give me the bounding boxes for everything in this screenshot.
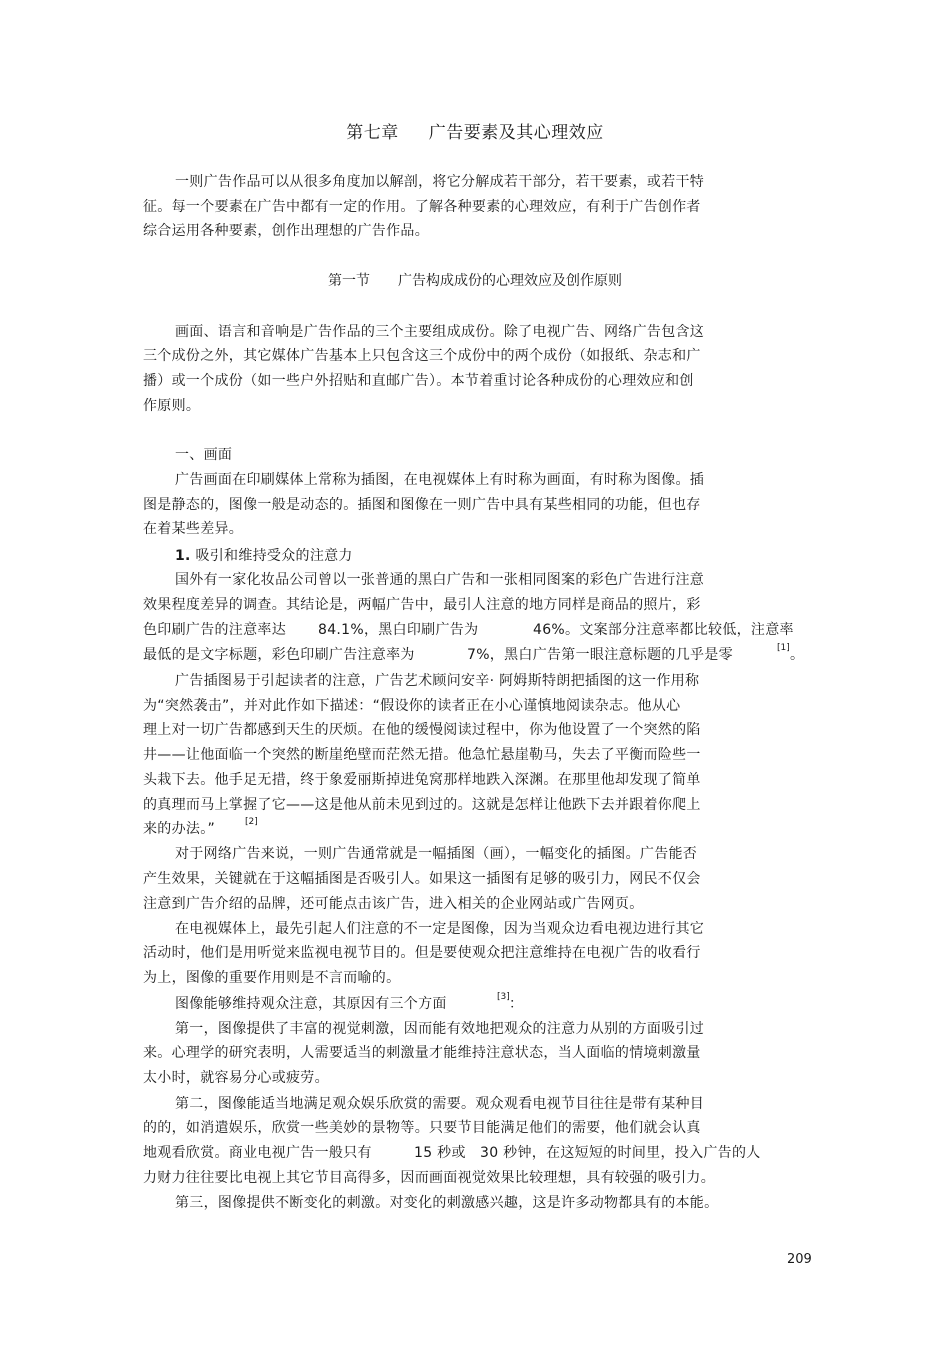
paragraph-line: 太小时，就容易分心或疲劳。 — [143, 1070, 329, 1086]
paragraph-line: 活动时，他们是用听觉来监视电视节目的。但是要使观众把注意维持在电视广告的收看行 — [143, 945, 701, 961]
heading-huamian: 一、画面 — [175, 447, 233, 463]
paragraph-line: 三个成份之外，其它媒体广告基本上只包含这三个成份中的两个成份（如报纸、杂志和广 — [143, 348, 701, 364]
subheading-number: 1. — [175, 548, 191, 564]
paragraph-line: 对于网络广告来说，一则广告通常就是一幅插图（画），一幅变化的插图。广告能否 — [175, 846, 698, 862]
text-segment: 地观看欣赏。商业电视广告一般只有 — [143, 1145, 372, 1161]
text-segment: 15 秒或 — [414, 1145, 466, 1161]
text-segment: 最低的是文字标题，彩色印刷广告注意率为 — [143, 647, 415, 663]
citation-ref: [2] — [245, 817, 258, 827]
paragraph-line: 来。心理学的研究表明，人需要适当的刺激量才能维持注意状态，当人面临的情境刺激量 — [143, 1045, 701, 1061]
paragraph-line: 第三，图像提供不断变化的刺激。对变化的刺激感兴趣，这是许多动物都具有的本能。 — [175, 1195, 719, 1211]
paragraph-line: 注意到广告介绍的品牌，还可能点击该广告，进入相关的企业网站或广告网页。 — [143, 896, 644, 912]
paragraph-line: 一则广告作品可以从很多角度加以解剖，将它分解成若干部分，若干要素，或若干特 — [175, 174, 705, 190]
text-segment: 46%。文案部分注意率都比较低，注意率 — [533, 622, 794, 638]
paragraph-line: 播）或一个成份（如一些户外招贴和直邮广告）。本节着重讨论各种成份的心理效应和创 — [143, 373, 694, 389]
paragraph-line: 的真理而马上掌握了它——这是他从前未见到过的。这就是怎样让他跌下去并跟着你爬上 — [143, 797, 701, 813]
paragraph-line: 图像能够维持观众注意，其原因有三个方面 — [175, 996, 447, 1012]
subheading — [175, 546, 353, 566]
paragraph-line: 力财力往往要比电视上其它节目高得多，因而画面视觉效果比较理想，具有较强的吸引力。 — [143, 1170, 715, 1186]
paragraph-line: 广告插图易于引起读者的注意，广告艺术顾问安辛· 阿姆斯特朗把插图的这一作用称 — [175, 673, 700, 689]
chapter-title — [0, 118, 950, 143]
paragraph-line: 为上，图像的重要作用则是不言而喻的。 — [143, 970, 401, 986]
paragraph-line: 作原则。 — [143, 398, 201, 414]
section-number: 第一节 — [328, 273, 370, 289]
paragraph-line: 第二，图像能适当地满足观众娱乐欣赏的需要。观众观看电视节目往往是带有某种目 — [175, 1096, 705, 1112]
text-segment: 84.1%，黑白印刷广告为 — [318, 622, 479, 638]
paragraph-line: 第一，图像提供了丰富的视觉刺激，因而能有效地把观众的注意力从别的方面吸引过 — [175, 1021, 705, 1037]
paragraph-line: 理上对一切广告都感到天生的厌烦。在他的缓慢阅读过程中，你为他设置了一个突然的陷 — [143, 722, 701, 738]
paragraph-line: 效果程度差异的调查。其结论是，两幅广告中，最引人注意的地方同样是商品的照片，彩 — [143, 597, 701, 613]
text-segment: 色印刷广告的注意率达 — [143, 622, 286, 638]
section-name: 广告构成成份的心理效应及创作原则 — [398, 273, 622, 289]
paragraph-line: 画面、语言和音响是广告作品的三个主要组成成份。除了电视广告、网络广告包含这 — [175, 324, 705, 340]
paragraph-line: 为“突然袭击”，并对此作如下描述：“假设你的读者正在小心谨慎地阅读杂志。他从心 — [143, 698, 681, 714]
citation-ref: [1] — [777, 643, 790, 653]
paragraph-line: 在电视媒体上，最先引起人们注意的不一定是图像，因为当观众边看电视边进行其它 — [175, 921, 705, 937]
page-number: 209 — [787, 1252, 812, 1267]
section-title — [0, 270, 950, 290]
chapter-number: 第七章 — [346, 123, 399, 143]
paragraph-line: 在着某些差异。 — [143, 521, 244, 537]
paragraph-line: 国外有一家化妆品公司曾以一张普通的黑白广告和一张相同图案的彩色广告进行注意 — [175, 572, 705, 588]
text-segment: 7%，黑白广告第一眼注意标题的几乎是零 — [467, 647, 733, 663]
paragraph-line: 产生效果，关键就在于这幅插图是否吸引人。如果这一插图有足够的吸引力，网民不仅会 — [143, 871, 701, 887]
text-segment: 。 — [790, 647, 805, 663]
paragraph-line: 征。每一个要素在广告中都有一定的作用。了解各种要素的心理效应，有利于广告创作者 — [143, 199, 701, 215]
paragraph-line: 综合运用各种要素，创作出理想的广告作品。 — [143, 223, 429, 239]
paragraph-line: 头栽下去。他手足无措，终于象爱丽斯掉进兔窝那样地跌入深渊。在那里他却发现了简单 — [143, 772, 701, 788]
subheading-title: 吸引和维持受众的注意力 — [195, 548, 353, 564]
text-segment: ： — [509, 996, 524, 1012]
paragraph-line: 的的，如消遣娱乐，欣赏一些美妙的景物等。只要节目能满足他们的需要，他们就会认真 — [143, 1120, 701, 1136]
text-segment: 30 秒钟，在这短短的时间里，投入广告的人 — [480, 1145, 761, 1161]
paragraph-line: 井——让他面临一个突然的断崖绝壁而茫然无措。他急忙悬崖勒马，失去了平衡而险些一 — [143, 747, 701, 763]
citation-ref: [3] — [497, 992, 510, 1002]
paragraph-line: 来的办法。” — [143, 821, 216, 837]
paragraph-line: 广告画面在印刷媒体上常称为插图，在电视媒体上有时称为画面，有时称为图像。插 — [175, 472, 705, 488]
chapter-name: 广告要素及其心理效应 — [428, 123, 604, 143]
paragraph-line: 图是静态的，图像一般是动态的。插图和图像在一则广告中具有某些相同的功能，但也存 — [143, 497, 701, 513]
paragraph-line — [143, 620, 286, 640]
